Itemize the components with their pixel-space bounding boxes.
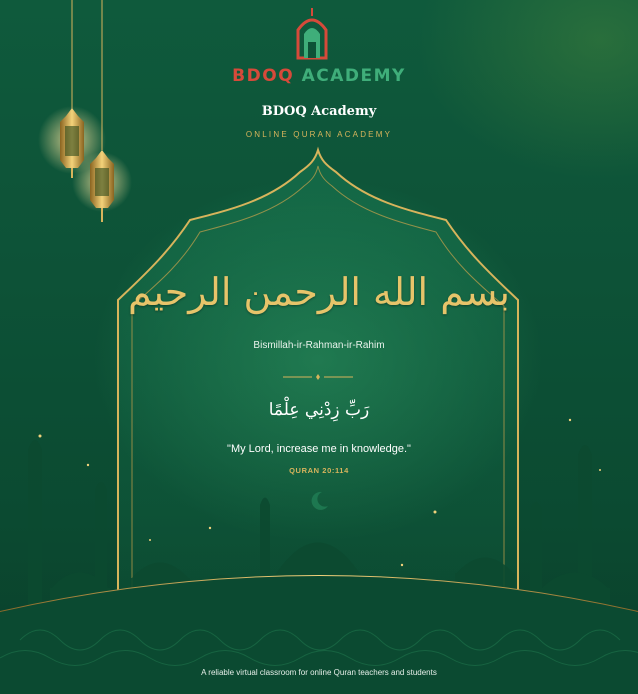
logo-wordmark [0, 66, 638, 86]
bismillah-calligraphy: بسم الله الرحمن الرحيم [128, 270, 510, 314]
logo-word-bdoq: BDOQ [232, 66, 295, 86]
mosque-dome-logo-icon [288, 8, 336, 60]
page-subtitle: ONLINE QURAN ACADEMY [245, 130, 393, 139]
page-title: BDOQ Academy [261, 104, 377, 119]
verse-arabic: رَبِّ زِدْنِي عِلْمًا [268, 400, 370, 420]
footer-tagline: A reliable virtual classroom for online Quran teachers and students [201, 668, 437, 677]
star-divider-icon [283, 374, 353, 380]
verse-reference: QURAN 20:114 [289, 466, 349, 475]
bismillah-transliteration: Bismillah-ir-Rahman-ir-Rahim [253, 340, 385, 351]
verse-translation: "My Lord, increase me in knowledge." [227, 443, 411, 455]
logo-word-academy: ACADEMY [301, 66, 406, 86]
